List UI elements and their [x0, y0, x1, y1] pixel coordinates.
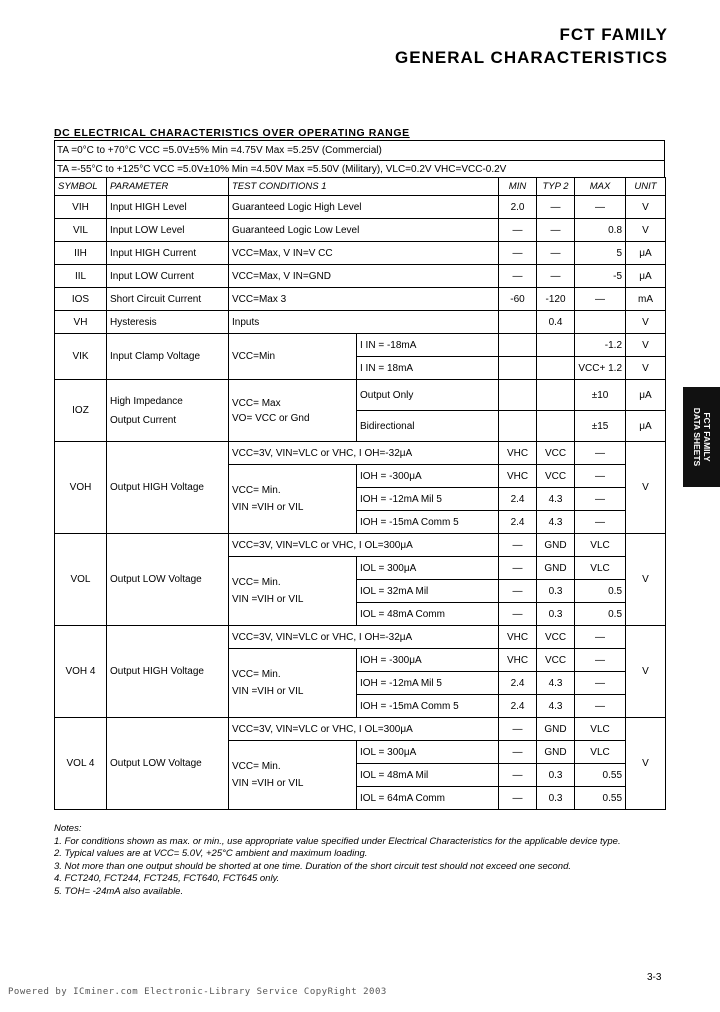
test-condition: VCC=Max 3	[229, 288, 499, 311]
parameter: Input LOW Level	[107, 219, 229, 242]
typ: VCC	[537, 442, 575, 465]
max: —	[575, 626, 626, 649]
header-row	[55, 178, 666, 196]
test-condition: VCC=3V, VIN=VLC or VHC, I OL=300μA	[229, 534, 499, 557]
max: ±15	[575, 411, 626, 442]
condition-line-1: VCC= Max	[232, 397, 281, 409]
typ: —	[537, 219, 575, 242]
parameter: Output HIGH Voltage	[107, 626, 229, 718]
sub-condition: I IN = 18mA	[357, 357, 499, 380]
typ: GND	[537, 741, 575, 764]
sub-condition: IOH = -12mA Mil 5	[357, 672, 499, 695]
typ: GND	[537, 534, 575, 557]
table-row	[55, 626, 666, 649]
typ: 0.3	[537, 787, 575, 810]
section-tab	[683, 387, 720, 487]
min: —	[499, 265, 537, 288]
unit: V	[626, 718, 666, 810]
test-condition	[229, 465, 357, 534]
unit: V	[626, 626, 666, 718]
max: VLC	[575, 718, 626, 741]
typ	[537, 334, 575, 357]
typ: 4.3	[537, 695, 575, 718]
col-unit: UNIT	[626, 178, 666, 196]
min: VHC	[499, 465, 537, 488]
condition-line-2: VIN =VIH or VIL	[232, 686, 304, 697]
min: VHC	[499, 626, 537, 649]
test-condition: VCC=Max, V IN=GND	[229, 265, 499, 288]
min: VHC	[499, 649, 537, 672]
min: 2.4	[499, 511, 537, 534]
unit: V	[626, 219, 666, 242]
unit: μA	[626, 242, 666, 265]
max: VLC	[575, 534, 626, 557]
section-title: DC ELECTRICAL CHARACTERISTICS OVER OPERATING RANGE	[54, 127, 410, 139]
typ: VCC	[537, 465, 575, 488]
table-row	[55, 265, 666, 288]
symbol: VOL	[55, 534, 107, 626]
unit: V	[626, 311, 666, 334]
symbol: VIH	[55, 196, 107, 219]
symbol: IIL	[55, 265, 107, 288]
max: —	[575, 511, 626, 534]
symbol: VOH 4	[55, 626, 107, 718]
symbol: VOH	[55, 442, 107, 534]
typ: GND	[537, 718, 575, 741]
test-condition: VCC=3V, VIN=VLC or VHC, I OH=-32μA	[229, 626, 499, 649]
min: —	[499, 219, 537, 242]
parameter-line-2: Output Current	[110, 414, 177, 426]
test-condition: Inputs	[229, 311, 499, 334]
test-condition	[229, 380, 357, 442]
max: VCC+ 1.2	[575, 357, 626, 380]
test-condition: Guaranteed Logic Low Level	[229, 219, 499, 242]
note-4: 4. FCT240, FCT244, FCT245, FCT640, FCT645 only.	[54, 873, 280, 884]
max: -5	[575, 265, 626, 288]
header-line-2: GENERAL CHARACTERISTICS	[395, 48, 668, 67]
max: 0.5	[575, 580, 626, 603]
table-row	[55, 334, 666, 357]
typ: 0.4	[537, 311, 575, 334]
sub-condition: IOH = -300μA	[357, 465, 499, 488]
conditions-military: TA =-55°C to +125°C VCC =5.0V±10% Min =4.50V Max =5.50V (Military), VLC=0.2V VHC=VCC-0.2V	[54, 160, 665, 178]
unit: μA	[626, 411, 666, 442]
unit: μA	[626, 265, 666, 288]
max	[575, 311, 626, 334]
min: —	[499, 534, 537, 557]
parameter: Input LOW Current	[107, 265, 229, 288]
min	[499, 380, 537, 411]
typ: 4.3	[537, 672, 575, 695]
max: 0.55	[575, 787, 626, 810]
unit: V	[626, 534, 666, 626]
max: 0.5	[575, 603, 626, 626]
table-row	[55, 288, 666, 311]
test-condition	[229, 557, 357, 626]
notes	[54, 823, 665, 898]
max: —	[575, 649, 626, 672]
max: ±10	[575, 380, 626, 411]
min: —	[499, 787, 537, 810]
parameter	[107, 380, 229, 442]
test-condition: VCC=Min	[229, 334, 357, 380]
parameter: Output LOW Voltage	[107, 718, 229, 810]
notes-label: Notes:	[54, 823, 82, 834]
max: —	[575, 288, 626, 311]
symbol: VOL 4	[55, 718, 107, 810]
conditions-commercial: TA =0°C to +70°C VCC =5.0V±5% Min =4.75V Max =5.25V (Commercial)	[54, 140, 665, 160]
parameter: Output HIGH Voltage	[107, 442, 229, 534]
table-row	[55, 311, 666, 334]
table-row	[55, 242, 666, 265]
max: 0.8	[575, 219, 626, 242]
unit: μA	[626, 380, 666, 411]
table-row	[55, 380, 666, 411]
test-condition: VCC=Max, V IN=V CC	[229, 242, 499, 265]
sub-condition: IOL = 48mA Mil	[357, 764, 499, 787]
parameter-line-1: High Impedance	[110, 395, 183, 407]
sub-condition: IOL = 32mA Mil	[357, 580, 499, 603]
max: 5	[575, 242, 626, 265]
symbol: IIH	[55, 242, 107, 265]
typ: 4.3	[537, 511, 575, 534]
parameter: Input Clamp Voltage	[107, 334, 229, 380]
test-condition: VCC=3V, VIN=VLC or VHC, I OL=300μA	[229, 718, 499, 741]
max: VLC	[575, 741, 626, 764]
min	[499, 311, 537, 334]
parameter: Short Circuit Current	[107, 288, 229, 311]
sub-condition: IOL = 64mA Comm	[357, 787, 499, 810]
unit: V	[626, 334, 666, 357]
table-row	[55, 196, 666, 219]
typ: GND	[537, 557, 575, 580]
condition-line-2: VO= VCC or Gnd	[232, 412, 310, 424]
typ: 4.3	[537, 488, 575, 511]
sub-condition: IOL = 48mA Comm	[357, 603, 499, 626]
dc-characteristics-table	[54, 177, 666, 810]
typ: VCC	[537, 649, 575, 672]
test-condition	[229, 649, 357, 718]
sub-condition: IOH = -12mA Mil 5	[357, 488, 499, 511]
col-max: MAX	[575, 178, 626, 196]
symbol: VIL	[55, 219, 107, 242]
min: 2.4	[499, 488, 537, 511]
min: —	[499, 242, 537, 265]
min	[499, 357, 537, 380]
table-row	[55, 219, 666, 242]
col-min: MIN	[499, 178, 537, 196]
footer-watermark: Powered by ICminer.com Electronic-Library Service CopyRight 2003	[8, 987, 387, 997]
note-1: 1. For conditions shown as max. or min., use appropriate value specified under Electrical Characteristics for the applicable device type.	[54, 835, 621, 847]
symbol: IOZ	[55, 380, 107, 442]
min: —	[499, 603, 537, 626]
condition-line-2: VIN =VIH or VIL	[232, 502, 304, 513]
unit: V	[626, 196, 666, 219]
test-condition: VCC=3V, VIN=VLC or VHC, I OH=-32μA	[229, 442, 499, 465]
sub-condition: IOH = -300μA	[357, 649, 499, 672]
parameter: Output LOW Voltage	[107, 534, 229, 626]
max: 0.55	[575, 764, 626, 787]
sub-condition: IOL = 300μA	[357, 557, 499, 580]
unit: V	[626, 357, 666, 380]
page-number: 3-3	[647, 972, 662, 983]
typ: VCC	[537, 626, 575, 649]
table-row	[55, 718, 666, 741]
sub-condition: IOH = -15mA Comm 5	[357, 695, 499, 718]
min: —	[499, 580, 537, 603]
header-line-1: FCT FAMILY	[559, 25, 668, 44]
col-symbol: SYMBOL	[55, 178, 107, 196]
note-2: 2. Typical values are at VCC= 5.0V, +25°C ambient and maximum loading.	[54, 848, 368, 859]
sub-condition: IOH = -15mA Comm 5	[357, 511, 499, 534]
symbol: VIK	[55, 334, 107, 380]
parameter: Input HIGH Level	[107, 196, 229, 219]
condition-line-2: VIN =VIH or VIL	[232, 778, 304, 789]
unit: V	[626, 442, 666, 534]
parameter: Input HIGH Current	[107, 242, 229, 265]
max: —	[575, 465, 626, 488]
sub-condition: Output Only	[357, 380, 499, 411]
note-3: 3. Not more than one output should be shorted at one time. Duration of the short circuit test should not exceed one second.	[54, 860, 572, 872]
typ: 0.3	[537, 580, 575, 603]
sub-condition: IOL = 300μA	[357, 741, 499, 764]
typ: 0.3	[537, 764, 575, 787]
min: —	[499, 557, 537, 580]
max: —	[575, 695, 626, 718]
note-5: 5. TOH= -24mA also available.	[54, 885, 184, 897]
min: VHC	[499, 442, 537, 465]
condition-line-1: VCC= Min.	[232, 669, 281, 680]
typ	[537, 411, 575, 442]
col-typ: TYP 2	[537, 178, 575, 196]
condition-line-1: VCC= Min.	[232, 485, 281, 496]
typ: —	[537, 196, 575, 219]
max: -1.2	[575, 334, 626, 357]
col-test-conditions: TEST CONDITIONS 1	[229, 178, 499, 196]
condition-line-1: VCC= Min.	[232, 577, 281, 588]
max: —	[575, 672, 626, 695]
typ	[537, 357, 575, 380]
symbol: VH	[55, 311, 107, 334]
test-condition	[229, 741, 357, 810]
table-row	[55, 442, 666, 465]
min	[499, 411, 537, 442]
min: 2.4	[499, 695, 537, 718]
section-tab-label: FCT FAMILY DATA SHEETS	[691, 407, 712, 467]
symbol: IOS	[55, 288, 107, 311]
min: —	[499, 741, 537, 764]
min	[499, 334, 537, 357]
max: —	[575, 488, 626, 511]
condition-line-1: VCC= Min.	[232, 761, 281, 772]
min: -60	[499, 288, 537, 311]
typ: —	[537, 265, 575, 288]
unit: mA	[626, 288, 666, 311]
sub-condition: I IN = -18mA	[357, 334, 499, 357]
typ: 0.3	[537, 603, 575, 626]
min: —	[499, 718, 537, 741]
typ: —	[537, 242, 575, 265]
condition-line-2: VIN =VIH or VIL	[232, 594, 304, 605]
col-parameter: PARAMETER	[107, 178, 229, 196]
max: —	[575, 442, 626, 465]
max: VLC	[575, 557, 626, 580]
min: 2.4	[499, 672, 537, 695]
table-row	[55, 534, 666, 557]
sub-condition: Bidirectional	[357, 411, 499, 442]
max: —	[575, 196, 626, 219]
parameter: Hysteresis	[107, 311, 229, 334]
min: —	[499, 764, 537, 787]
min: 2.0	[499, 196, 537, 219]
test-condition: Guaranteed Logic High Level	[229, 196, 499, 219]
typ	[537, 380, 575, 411]
typ: -120	[537, 288, 575, 311]
